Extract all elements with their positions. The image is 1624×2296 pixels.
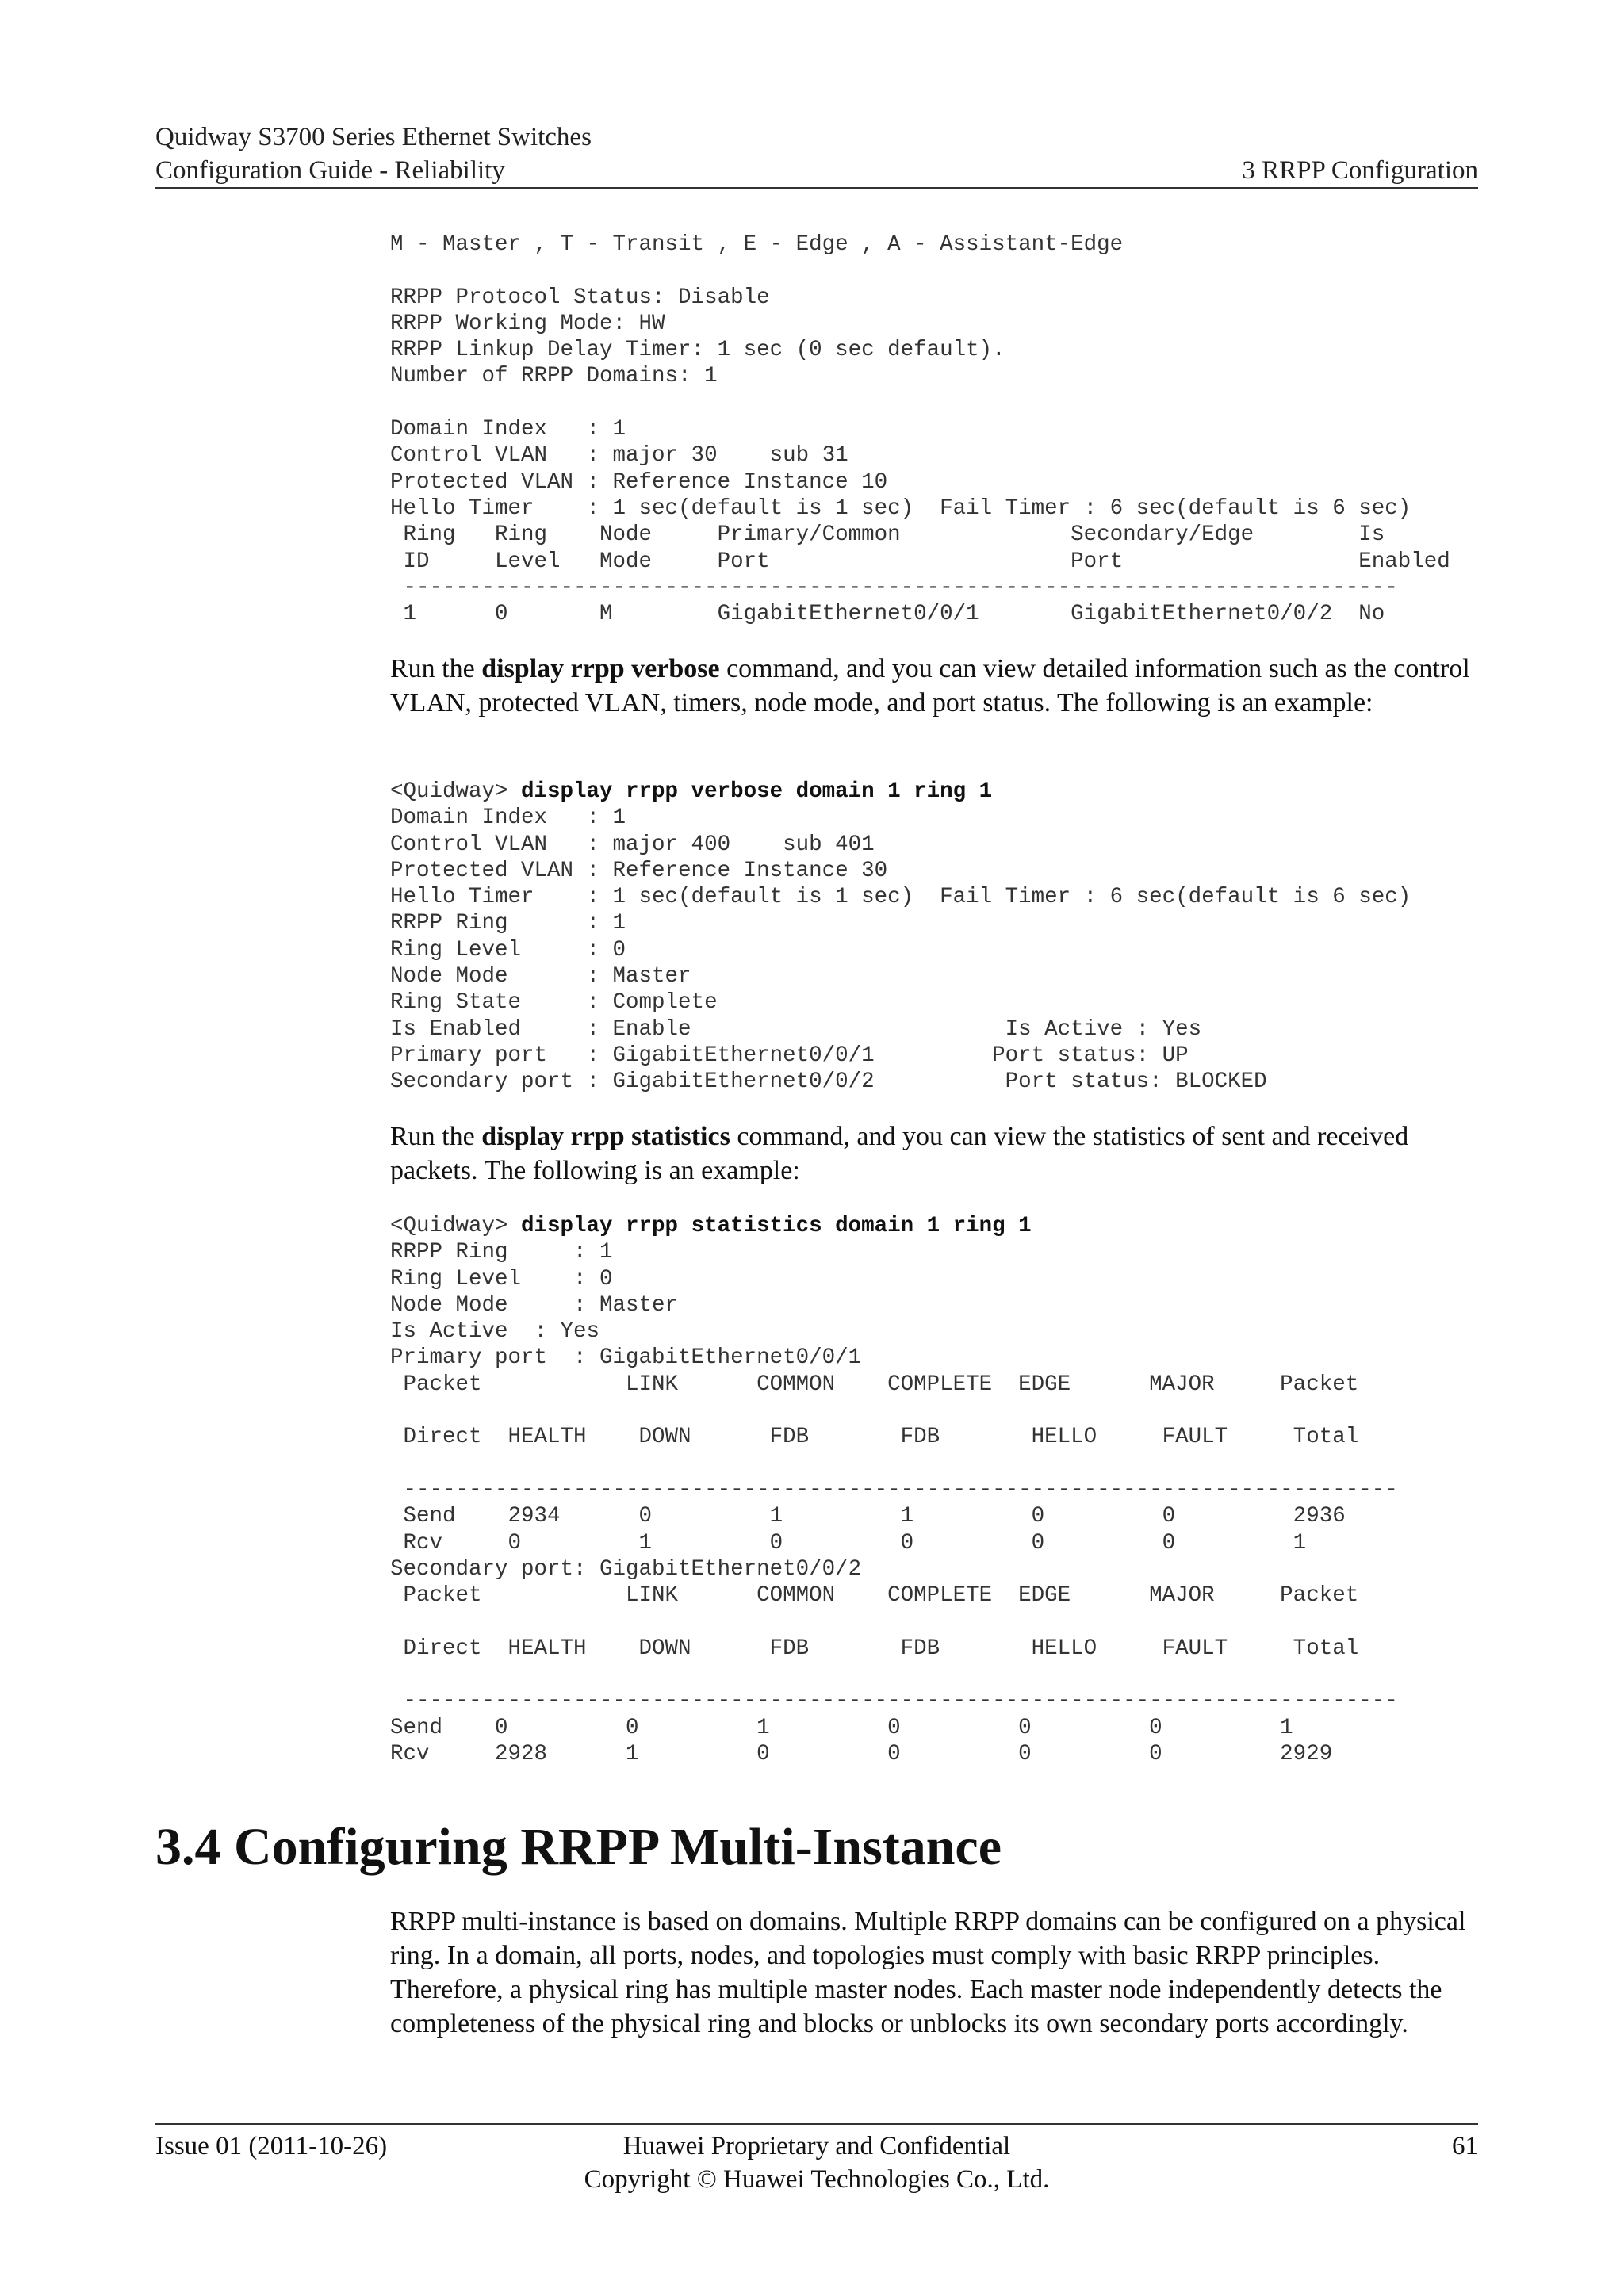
footer-confidential: Huawei Proprietary and Confidential [622,2132,1011,2160]
footer-center [155,2130,1478,2196]
cli-prompt: <Quidway> [390,1214,522,1238]
cli-output: Domain Index : 1 Control VLAN : major 400 sub 401 Protected VLAN : Reference Instance 30 Hello Timer : 1 sec(default is 1 sec) Fail Timer : 6 sec(default is 6 sec) RRPP Ring : 1 Ring Level : 0 Node Mode : Master Ring State : Complete Is Enabled : Enable Is Active : Yes Primary port : GigabitEthernet0/0/1 Port status: UP Secondary port : GigabitEthernet0/0/2 Port status: BLOCKED [390,806,1411,1095]
header-chapter: 3 RRPP Configuration [1242,156,1478,185]
header-product: Quidway S3700 Series Ethernet Switches [155,123,592,151]
page-footer [155,2123,1478,2195]
code-block-rrpp-brief: M - Master , T - Transit , E - Edge , A - Assistant-Edge RRPP Protocol Status: Disable RRPP Working Mode: HW RRPP Linkup Delay Timer: 1 sec (0 sec default). Number of RRPP Domains: 1 Domain Index : 1 Control VLAN : major 30 sub 31 Protected VLAN : Reference Instance 10 Hello Timer : 1 sec(default is 1 sec) Fail Timer : 6 sec(default is 6 sec) Ring Ring Node Primary/Common Secondary/Edge Is ID Level Mode Port Port Enabled ---------------------------------------------------------------------------- 1 0 M GigabitEthernet0/0/1 GigabitEthernet0/0/2 No [390,232,1450,627]
command-name: display rrpp verbose [481,654,720,683]
header-guide: Configuration Guide - Reliability [155,156,505,185]
page-number: 61 [1452,2132,1478,2160]
page-header [155,117,1478,187]
text: command, and you can view detailed information such as the control VLAN, protected VLAN, timers, node mode, and port status. The following is an example: [390,654,1470,718]
cli-prompt: <Quidway> [390,779,522,804]
cli-output: RRPP Ring : 1 Ring Level : 0 Node Mode : Master Is Active : Yes Primary port : GigabitEthernet0/0/1 Packet LINK COMMON COMPLETE EDGE MAJOR Packet Direct HEALTH DOWN FDB FDB HELLO FAULT Total ---------------------------------------------------------------------------- Send 2934 0 1 1 0 0 2936 Rcv 0 1 0 0 0 0 1 Secondary port: GigabitEthernet0/0/2 Packet LINK COMMON COMPLETE EDGE MAJOR Packet Direct HEALTH DOWN FDB FDB HELLO FAULT Total ---------------------------------------------------------------------------- Send 0 0 1 0 0 0 1 Rcv 2928 1 0 0 0 0 2929 [390,1240,1398,1766]
command-name: display rrpp statistics [481,1122,730,1151]
cli-command: display rrpp statistics domain 1 ring 1 [521,1214,1032,1238]
text: Run the [390,654,482,683]
cli-command: display rrpp verbose domain 1 ring 1 [521,779,993,804]
code-block-rrpp-verbose [390,779,1500,1096]
section-paragraph: RRPP multi-instance is based on domains. Multiple RRPP domains can be configured on a physical ring. In a domain, all ports, nodes, and topologies must comply with basic RRPP principles. Therefore, a physical ring has multiple master nodes. Each master node independently detects the completeness of the physical ring and blocks or unblocks its own secondary ports accordingly. [390,1907,1466,2038]
code-block-rrpp-statistics [390,1213,1500,1767]
header-rule [155,187,1478,189]
text: command, and you can view the statistics of sent and received packets. The following is an example: [390,1122,1409,1185]
text: Run the [390,1122,482,1151]
paragraph-statistics [390,1119,1484,1188]
footer-issue: Issue 01 (2011-10-26) [155,2132,388,2160]
header-left [155,121,592,187]
section-heading: 3.4 Configuring RRPP Multi-Instance [155,1818,1002,1876]
footer-rule [155,2123,1478,2125]
paragraph-verbose [390,652,1484,720]
footer-copyright: Copyright © Huawei Technologies Co., Ltd. [584,2165,1050,2194]
